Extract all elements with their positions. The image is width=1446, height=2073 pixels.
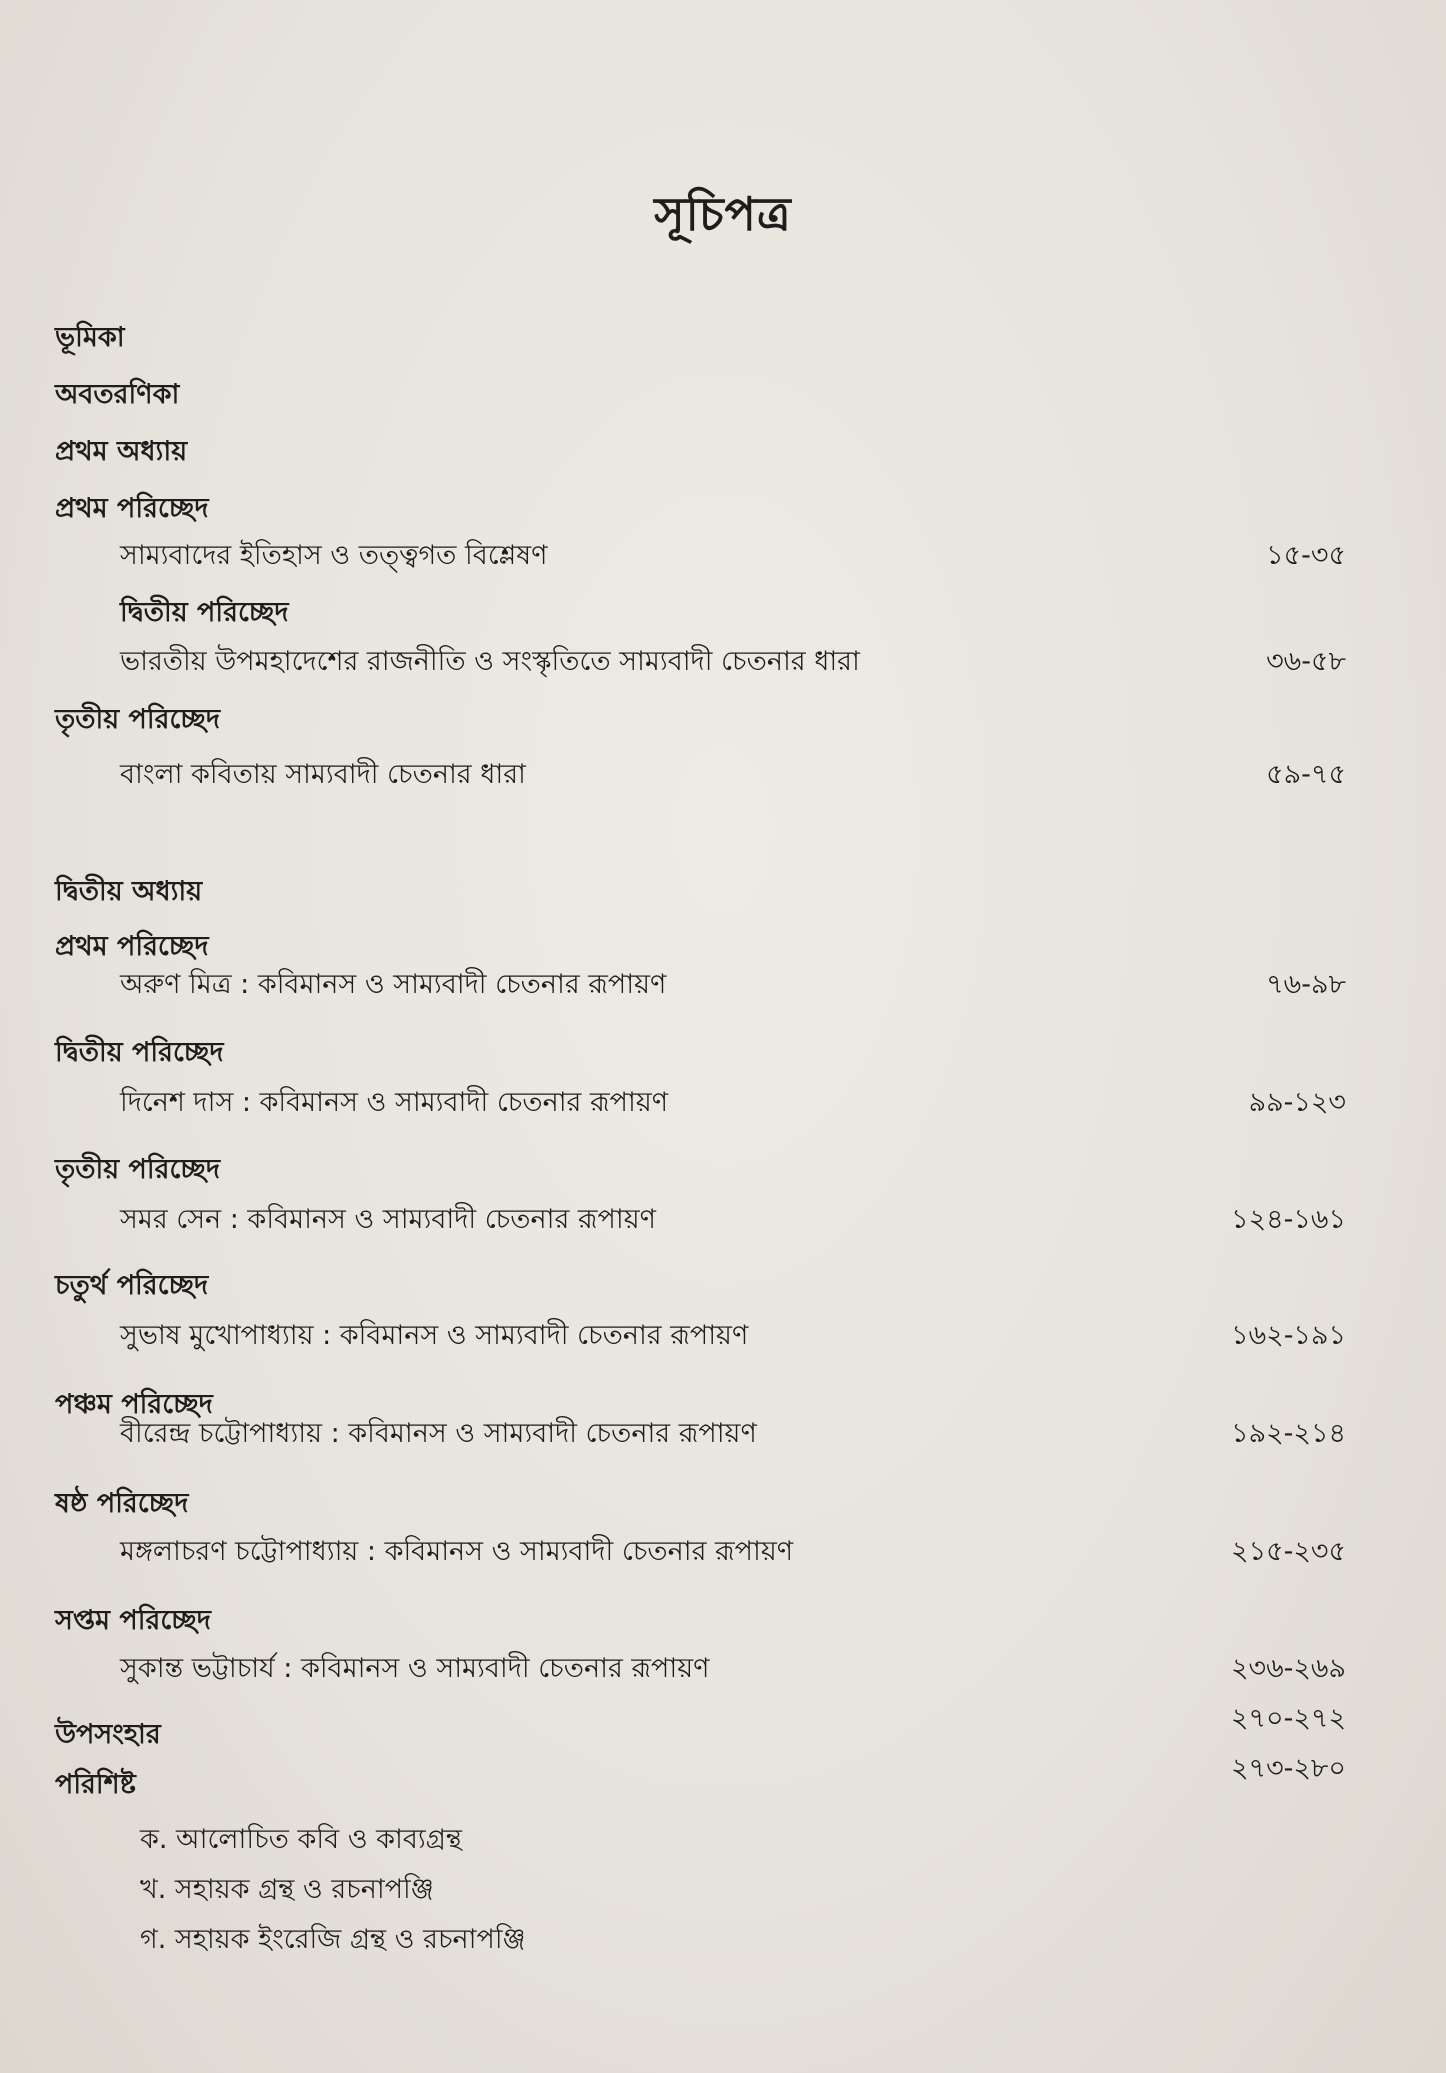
toc-entry-title: সাম্যবাদের ইতিহাস ও তত্ত্বগত বিশ্লেষণ (120, 540, 548, 571)
toc-page-range: ৭৬-৯৮ (1266, 969, 1346, 1000)
toc-page-range: ২৭০-২৭২ (1230, 1703, 1346, 1734)
toc-entry-title: ভারতীয় উপমহাদেশের রাজনীতি ও সংস্কৃতিতে সাম্যবাদী চেতনার ধারা (120, 646, 860, 677)
toc-section-heading: তৃতীয় পরিচ্ছেদ (55, 1154, 221, 1185)
toc-section-heading: পঞ্চম পরিচ্ছেদ (55, 1389, 213, 1420)
toc-section-heading: পরিশিষ্ট (55, 1769, 136, 1800)
toc-entry-title: সুভাষ মুখোপাধ্যায় : কবিমানস ও সাম্যবাদী চেতনার রূপায়ণ (120, 1320, 749, 1351)
toc-entry-title: দিনেশ দাস : কবিমানস ও সাম্যবাদী চেতনার রূপায়ণ (120, 1087, 669, 1118)
toc-page-range: ১৫-৩৫ (1266, 540, 1346, 571)
toc-section-heading: দ্বিতীয় পরিচ্ছেদ (120, 597, 289, 628)
toc-section-heading: প্রথম পরিচ্ছেদ (55, 493, 209, 524)
toc-page-range: ৫৯-৭৫ (1266, 759, 1346, 790)
toc-entry-title: মঙ্গলাচরণ চট্টোপাধ্যায় : কবিমানস ও সাম্যবাদী চেতনার রূপায়ণ (120, 1536, 794, 1567)
toc-section-heading: প্রথম অধ্যায় (55, 436, 188, 467)
toc-entry-title: গ. সহায়ক ইংরেজি গ্রন্থ ও রচনাপঞ্জি (140, 1924, 526, 1955)
toc-entry-title: সুকান্ত ভট্টাচার্য : কবিমানস ও সাম্যবাদী চেতনার রূপায়ণ (120, 1653, 710, 1684)
toc-page-range: ২৩৬-২৬৯ (1230, 1653, 1346, 1684)
toc-page-range: ২১৫-২৩৫ (1231, 1536, 1346, 1567)
toc-entry-title: বাংলা কবিতায় সাম্যবাদী চেতনার ধারা (120, 759, 526, 790)
toc-page-range: ১২৪-১৬১ (1231, 1204, 1346, 1235)
toc-section-heading: চতুর্থ পরিচ্ছেদ (55, 1270, 209, 1301)
toc-section-heading: দ্বিতীয় পরিচ্ছেদ (55, 1037, 224, 1068)
page-title: সূচিপত্র (654, 187, 792, 241)
toc-entry-title: খ. সহায়ক গ্রন্থ ও রচনাপঞ্জি (140, 1874, 434, 1905)
toc-entry-title: বীরেন্দ্র চট্টোপাধ্যায় : কবিমানস ও সাম্যবাদী চেতনার রূপায়ণ (120, 1418, 757, 1449)
toc-section-heading: অবতরণিকা (55, 379, 180, 410)
toc-section-heading: ষষ্ঠ পরিচ্ছেদ (55, 1488, 189, 1519)
toc-section-heading: তৃতীয় পরিচ্ছেদ (55, 704, 221, 735)
toc-page-range: ৩৬-৫৮ (1266, 646, 1346, 677)
toc-entry-title: ক. আলোচিত কবি ও কাব্যগ্রন্থ (140, 1824, 462, 1855)
toc-page-range: ১৯২-২১৪ (1231, 1418, 1346, 1449)
toc-section-heading: প্রথম পরিচ্ছেদ (55, 931, 209, 962)
toc-section-heading: সপ্তম পরিচ্ছেদ (55, 1605, 211, 1636)
toc-page-range: ১৬২-১৯১ (1231, 1320, 1346, 1351)
toc-section-heading: ভূমিকা (55, 322, 125, 353)
toc-page-range: ৯৯-১২৩ (1248, 1087, 1346, 1118)
toc-section-heading: উপসংহার (55, 1719, 161, 1750)
toc-section-heading: দ্বিতীয় অধ্যায় (55, 876, 203, 907)
toc-entry-title: অরুণ মিত্র : কবিমানস ও সাম্যবাদী চেতনার রূপায়ণ (120, 969, 667, 1000)
toc-page-range: ২৭৩-২৮০ (1230, 1753, 1346, 1784)
toc-entry-title: সমর সেন : কবিমানস ও সাম্যবাদী চেতনার রূপায়ণ (120, 1204, 656, 1235)
